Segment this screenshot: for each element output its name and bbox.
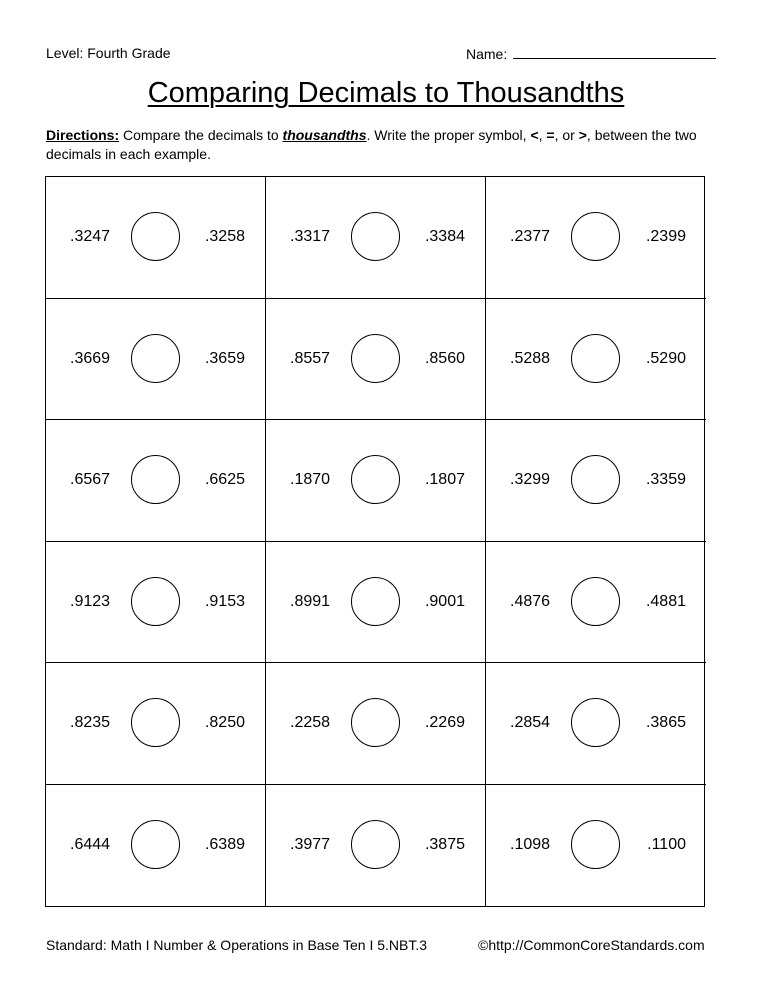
- answer-circle[interactable]: [351, 334, 400, 383]
- problem-cell: [266, 785, 486, 907]
- left-decimal: .6444: [70, 836, 111, 854]
- right-decimal: .4881: [645, 592, 686, 610]
- right-decimal: .8250: [204, 714, 245, 732]
- right-decimal: .3359: [645, 471, 686, 489]
- answer-circle[interactable]: [571, 455, 620, 504]
- left-decimal: .4876: [510, 592, 551, 610]
- right-decimal: .9153: [204, 592, 245, 610]
- name-label: Name:: [466, 46, 508, 62]
- problem-cell: [46, 663, 266, 785]
- problem-cell: [486, 177, 706, 299]
- worksheet-title: Comparing Decimals to Thousandths: [147, 77, 625, 109]
- left-decimal: .1870: [290, 471, 331, 489]
- problem-cell: [266, 542, 486, 664]
- left-decimal: .9123: [70, 592, 111, 610]
- left-decimal: .8991: [290, 592, 331, 610]
- left-decimal: .3247: [70, 228, 111, 246]
- answer-circle[interactable]: [571, 212, 620, 261]
- problem-cell: [266, 663, 486, 785]
- left-decimal: .3317: [290, 228, 331, 246]
- left-decimal: .2854: [510, 714, 551, 732]
- problem-cell: [46, 299, 266, 421]
- directions-label: Directions:: [46, 127, 120, 143]
- left-decimal: .5288: [510, 349, 551, 367]
- left-decimal: .6567: [70, 471, 111, 489]
- directions-sep-1: ,: [538, 127, 547, 143]
- answer-circle[interactable]: [131, 212, 180, 261]
- problem-cell: [46, 420, 266, 542]
- header-row: [46, 45, 718, 65]
- answer-circle[interactable]: [571, 820, 620, 869]
- answer-circle[interactable]: [131, 455, 180, 504]
- symbol-greater-than: >: [578, 127, 587, 143]
- left-decimal: .3669: [70, 349, 111, 367]
- problem-cell: [266, 420, 486, 542]
- answer-circle[interactable]: [131, 820, 180, 869]
- answer-circle[interactable]: [131, 577, 180, 626]
- answer-circle[interactable]: [351, 698, 400, 747]
- problem-cell: [486, 663, 706, 785]
- symbol-equals: =: [546, 127, 555, 143]
- left-decimal: .3299: [510, 471, 551, 489]
- problem-cell: [486, 420, 706, 542]
- answer-circle[interactable]: [571, 577, 620, 626]
- right-decimal: .2399: [645, 228, 686, 246]
- answer-circle[interactable]: [131, 334, 180, 383]
- right-decimal: .3865: [645, 714, 686, 732]
- symbol-less-than: <: [530, 127, 539, 143]
- left-decimal: .8557: [290, 349, 331, 367]
- problem-cell: [266, 299, 486, 421]
- right-decimal: .3384: [424, 228, 465, 246]
- left-decimal: .1098: [510, 836, 551, 854]
- answer-circle[interactable]: [571, 334, 620, 383]
- left-decimal: .2258: [290, 714, 331, 732]
- right-decimal: .1807: [424, 471, 465, 489]
- name-blank-line[interactable]: [513, 45, 716, 59]
- directions-text-3: , between the two decimals in each example.: [46, 127, 697, 162]
- answer-circle[interactable]: [571, 698, 620, 747]
- name-field: [466, 45, 716, 62]
- right-decimal: .2269: [424, 714, 465, 732]
- problem-cell: [46, 785, 266, 907]
- right-decimal: .3875: [424, 836, 465, 854]
- answer-circle[interactable]: [351, 820, 400, 869]
- problem-cell: [486, 299, 706, 421]
- right-decimal: .1100: [647, 836, 686, 854]
- grade-level: Level: Fourth Grade: [46, 45, 171, 61]
- answer-circle[interactable]: [131, 698, 180, 747]
- directions-keyword: thousandths: [282, 127, 367, 143]
- problem-cell: [46, 177, 266, 299]
- right-decimal: .6625: [204, 471, 245, 489]
- answer-circle[interactable]: [351, 212, 400, 261]
- answer-circle[interactable]: [351, 577, 400, 626]
- right-decimal: .3258: [204, 228, 245, 246]
- problem-grid: [45, 176, 705, 907]
- directions-sep-2: , or: [554, 127, 579, 143]
- standard-text: Standard: Math I Number & Operations in Base Ten I 5.NBT.3: [46, 937, 428, 953]
- problem-cell: [486, 542, 706, 664]
- problem-cell: [486, 785, 706, 907]
- right-decimal: .6389: [204, 836, 245, 854]
- directions: [46, 126, 736, 164]
- left-decimal: .2377: [510, 228, 551, 246]
- directions-text-1: Compare the decimals to: [119, 127, 283, 143]
- answer-circle[interactable]: [351, 455, 400, 504]
- directions-text-2: . Write the proper symbol,: [366, 127, 531, 143]
- problem-cell: [46, 542, 266, 664]
- right-decimal: .3659: [204, 349, 245, 367]
- left-decimal: .3977: [290, 836, 331, 854]
- right-decimal: .8560: [424, 349, 465, 367]
- problem-cell: [266, 177, 486, 299]
- copyright-text: ©http://CommonCoreStandards.com: [478, 937, 705, 953]
- right-decimal: .5290: [645, 349, 686, 367]
- right-decimal: .9001: [424, 592, 465, 610]
- left-decimal: .8235: [70, 714, 111, 732]
